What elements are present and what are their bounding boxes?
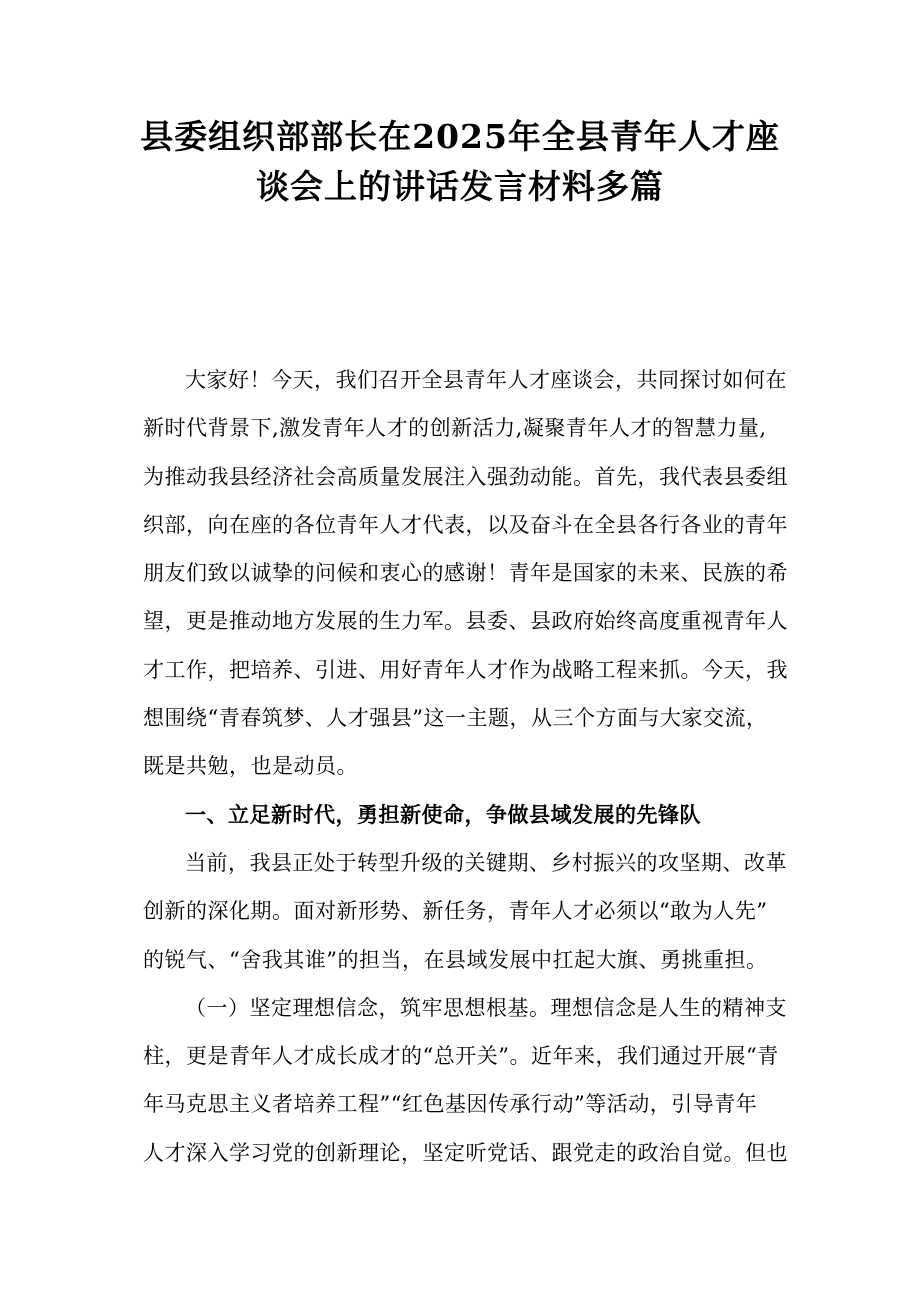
paragraph-line: 既是共勉，也是动员。	[143, 754, 358, 779]
paragraph-line: 的锐气、“舍我其谁”的担当，在县域发展中扛起大旗、勇挑重担。	[143, 947, 768, 972]
document-title	[130, 112, 790, 212]
section-heading: 一、立足新时代，勇担新使命，争做县域发展的先锋队	[185, 801, 701, 827]
title-line-2: 谈会上的讲话发言材料多篇	[256, 167, 664, 206]
paragraph-line: （一）坚定理想信念，筑牢思想根基。理想信念是人生的精神支	[185, 995, 787, 1020]
paragraph-line: 柱，更是青年人才成长成才的“总开关”。近年来，我们通过开展“青	[143, 1044, 779, 1069]
paragraph-line: 新时代背景下,激发青年人才的创新活力,凝聚青年人才的智慧力量,	[143, 416, 767, 441]
paragraph-line: 织部，向在座的各位青年人才代表，以及奋斗在全县各行各业的青年	[143, 512, 788, 537]
paragraph-line: 朋友们致以诚挚的问候和衷心的感谢！青年是国家的未来、民族的希	[143, 561, 788, 586]
document-body	[143, 356, 788, 1177]
paragraph-line: 创新的深化期。面对新形势、新任务，青年人才必须以“敢为人先”	[143, 899, 768, 924]
paragraph-line: 人才深入学习党的创新理论，坚定听党话、跟党走的政治自觉。但也	[143, 1140, 788, 1165]
paragraph-line: 为推动我县经济社会高质量发展注入强劲动能。首先，我代表县委组	[143, 464, 788, 489]
paragraph-line: 望，更是推动地方发展的生力军。县委、县政府始终高度重视青年人	[143, 609, 788, 634]
paragraph-line: 年马克思主义者培养工程”“红色基因传承行动”等活动，引导青年	[143, 1092, 758, 1117]
paragraph-line: 才工作，把培养、引进、用好青年人才作为战略工程来抓。今天，我	[143, 657, 788, 682]
title-line-1: 县委组织部部长在2025年全县青年人才座	[140, 117, 780, 156]
paragraph-line: 当前，我县正处于转型升级的关键期、乡村振兴的攻坚期、改革	[185, 850, 787, 875]
paragraph-line: 大家好！今天，我们召开全县青年人才座谈会，共同探讨如何在	[185, 368, 787, 392]
paragraph-line: 想围绕“青春筑梦、人才强县”这一主题，从三个方面与大家交流，	[143, 706, 768, 731]
